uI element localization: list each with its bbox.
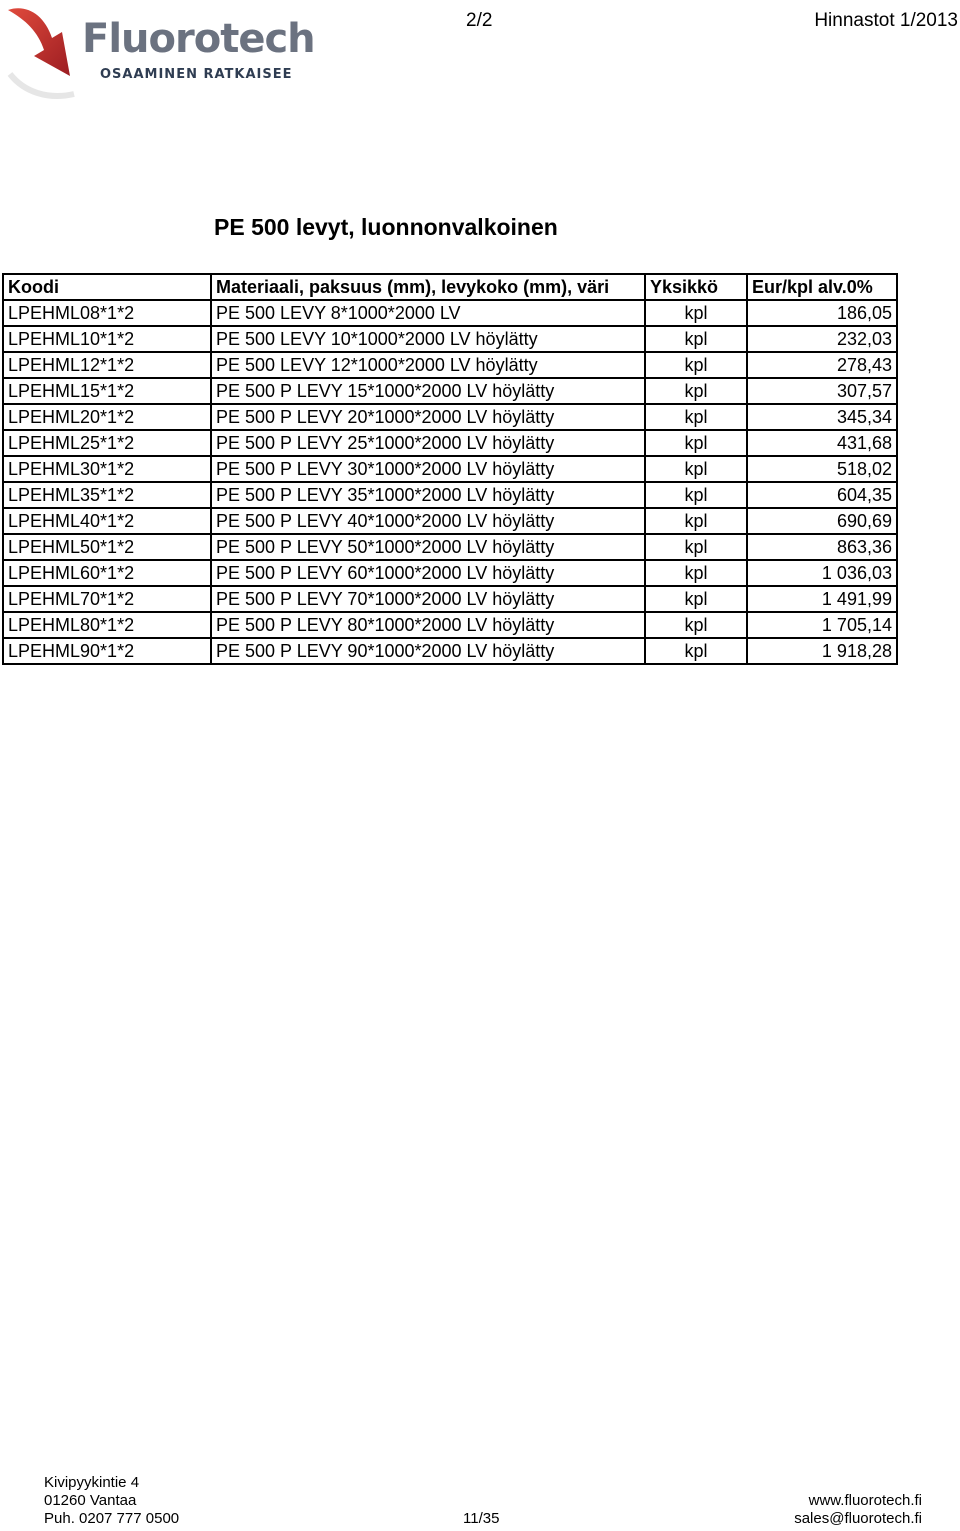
column-header-code: Koodi xyxy=(3,274,211,300)
table-row xyxy=(3,586,897,612)
footer-address xyxy=(44,1474,179,1528)
cell-code: LPEHML25*1*2 xyxy=(3,430,211,456)
cell-code: LPEHML15*1*2 xyxy=(3,378,211,404)
cell-material: PE 500 P LEVY 60*1000*2000 LV höylätty xyxy=(211,560,645,586)
cell-unit: kpl xyxy=(645,534,747,560)
cell-code: LPEHML60*1*2 xyxy=(3,560,211,586)
cell-material: PE 500 P LEVY 70*1000*2000 LV höylätty xyxy=(211,586,645,612)
cell-code: LPEHML30*1*2 xyxy=(3,456,211,482)
cell-price: 604,35 xyxy=(747,482,897,508)
cell-unit: kpl xyxy=(645,638,747,664)
cell-code: LPEHML35*1*2 xyxy=(3,482,211,508)
cell-material: PE 500 P LEVY 50*1000*2000 LV höylätty xyxy=(211,534,645,560)
cell-code: LPEHML10*1*2 xyxy=(3,326,211,352)
address-city: 01260 Vantaa xyxy=(44,1492,137,1509)
table-row xyxy=(3,404,897,430)
cell-material: PE 500 LEVY 10*1000*2000 LV höylätty xyxy=(211,326,645,352)
cell-unit: kpl xyxy=(645,378,747,404)
cell-material: PE 500 P LEVY 20*1000*2000 LV höylätty xyxy=(211,404,645,430)
cell-material: PE 500 P LEVY 30*1000*2000 LV höylätty xyxy=(211,456,645,482)
cell-price: 1 491,99 xyxy=(747,586,897,612)
cell-unit: kpl xyxy=(645,430,747,456)
cell-price: 431,68 xyxy=(747,430,897,456)
cell-unit: kpl xyxy=(645,404,747,430)
page-indicator: 2/2 xyxy=(466,10,493,31)
footer-contact xyxy=(794,1492,922,1528)
table-row xyxy=(3,352,897,378)
table-row xyxy=(3,560,897,586)
cell-code: LPEHML12*1*2 xyxy=(3,352,211,378)
cell-price: 690,69 xyxy=(747,508,897,534)
cell-price: 518,02 xyxy=(747,456,897,482)
address-street: Kivipyykintie 4 xyxy=(44,1474,140,1491)
price-list-label: Hinnastot 1/2013 xyxy=(814,10,958,31)
cell-unit: kpl xyxy=(645,560,747,586)
cell-price: 278,43 xyxy=(747,352,897,378)
cell-price: 1 918,28 xyxy=(747,638,897,664)
cell-code: LPEHML08*1*2 xyxy=(3,300,211,326)
cell-unit: kpl xyxy=(645,508,747,534)
cell-price: 345,34 xyxy=(747,404,897,430)
cell-material: PE 500 P LEVY 35*1000*2000 LV höylätty xyxy=(211,482,645,508)
logo-name: Fluorotech xyxy=(82,16,315,62)
table-row xyxy=(3,612,897,638)
cell-unit: kpl xyxy=(645,586,747,612)
cell-unit: kpl xyxy=(645,612,747,638)
email-link[interactable]: sales@fluorotech.fi xyxy=(794,1510,922,1527)
table-row xyxy=(3,326,897,352)
cell-material: PE 500 P LEVY 15*1000*2000 LV höylätty xyxy=(211,378,645,404)
cell-material: PE 500 P LEVY 90*1000*2000 LV höylätty xyxy=(211,638,645,664)
swoosh-arrow-icon xyxy=(4,4,84,104)
cell-code: LPEHML50*1*2 xyxy=(3,534,211,560)
cell-material: PE 500 P LEVY 40*1000*2000 LV höylätty xyxy=(211,508,645,534)
company-logo xyxy=(4,4,334,104)
table-row xyxy=(3,378,897,404)
cell-price: 1 036,03 xyxy=(747,560,897,586)
footer-page-number: 11/35 xyxy=(463,1510,500,1527)
page-title: PE 500 levyt, luonnonvalkoinen xyxy=(214,214,558,240)
cell-code: LPEHML90*1*2 xyxy=(3,638,211,664)
table-header-row xyxy=(3,274,897,300)
cell-price: 307,57 xyxy=(747,378,897,404)
price-table xyxy=(2,273,898,665)
cell-material: PE 500 P LEVY 80*1000*2000 LV höylätty xyxy=(211,612,645,638)
cell-price: 1 705,14 xyxy=(747,612,897,638)
cell-code: LPEHML40*1*2 xyxy=(3,508,211,534)
cell-unit: kpl xyxy=(645,482,747,508)
website-link[interactable]: www.fluorotech.fi xyxy=(808,1492,922,1509)
column-header-unit: Yksikkö xyxy=(645,274,747,300)
column-header-price: Eur/kpl alv.0% xyxy=(747,274,897,300)
cell-price: 232,03 xyxy=(747,326,897,352)
cell-code: LPEHML20*1*2 xyxy=(3,404,211,430)
table-row xyxy=(3,508,897,534)
cell-material: PE 500 LEVY 8*1000*2000 LV xyxy=(211,300,645,326)
cell-unit: kpl xyxy=(645,326,747,352)
cell-code: LPEHML70*1*2 xyxy=(3,586,211,612)
cell-unit: kpl xyxy=(645,352,747,378)
cell-code: LPEHML80*1*2 xyxy=(3,612,211,638)
cell-unit: kpl xyxy=(645,456,747,482)
table-row xyxy=(3,534,897,560)
table-row xyxy=(3,482,897,508)
table-row xyxy=(3,430,897,456)
cell-material: PE 500 P LEVY 25*1000*2000 LV höylätty xyxy=(211,430,645,456)
cell-material: PE 500 LEVY 12*1000*2000 LV höylätty xyxy=(211,352,645,378)
cell-price: 186,05 xyxy=(747,300,897,326)
cell-unit: kpl xyxy=(645,300,747,326)
table-row xyxy=(3,300,897,326)
column-header-material: Materiaali, paksuus (mm), levykoko (mm), väri xyxy=(211,274,645,300)
logo-tagline: OSAAMINEN RATKAISEE xyxy=(100,67,293,82)
table-row xyxy=(3,456,897,482)
phone-number: Puh. 0207 777 0500 xyxy=(44,1510,180,1527)
table-row xyxy=(3,638,897,664)
cell-price: 863,36 xyxy=(747,534,897,560)
